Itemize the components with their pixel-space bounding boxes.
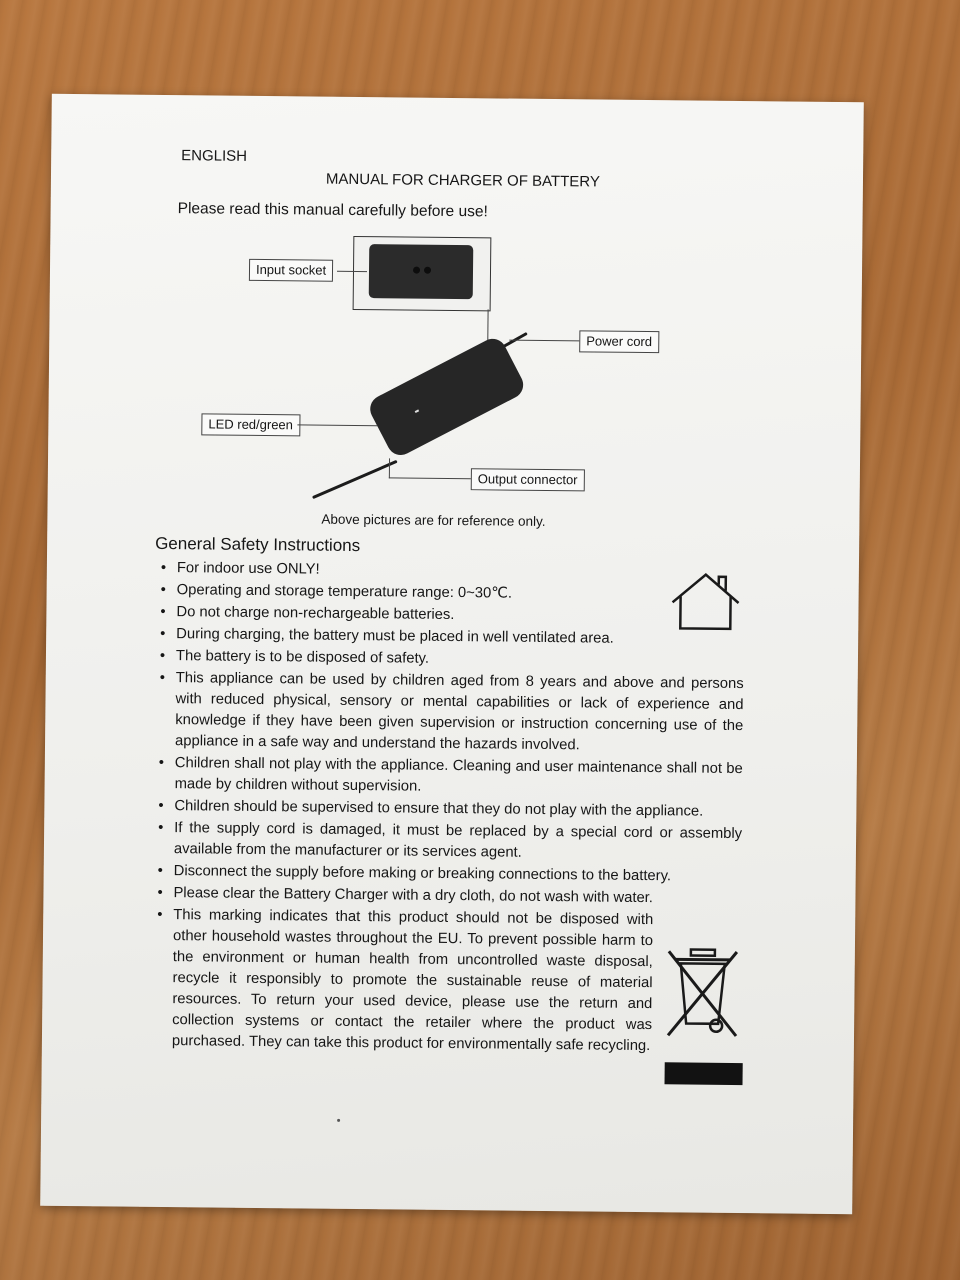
crossed-out-bin-icon: [662, 945, 743, 1042]
safety-item: • During charging, the battery must be placed in well ventilated area.: [154, 624, 744, 651]
output-connector-callout: Output connector: [471, 468, 585, 491]
power-cord-callout: Power cord: [579, 330, 659, 353]
charger-input-end: [369, 244, 474, 299]
input-socket-callout: Input socket: [249, 259, 333, 282]
safety-item: • This appliance can be used by children aged from 8 years and above and persons with reduced physical, sensory or mental capabilities or lack of experience and knowledge if they have been given supervision or instruction concerning use of the appliance in a safe way and understand the hazards involved.: [153, 668, 744, 758]
manual-page: [40, 94, 864, 1214]
weee-bar: [665, 1062, 743, 1085]
safety-item: • Please clear the Battery Charger with a dry cloth, do not wash with water.: [151, 883, 741, 910]
manual-title: MANUAL FOR CHARGER OF BATTERY: [325, 170, 600, 191]
charger-figure: [208, 241, 653, 500]
safety-item: • Operating and storage temperature range: 0~30℃.: [155, 580, 745, 607]
safety-item: • Children should be supervised to ensure that they do not play with the appliance.: [152, 796, 742, 823]
safety-item: • This marking indicates that this product should not be disposed with other household wastes throughout the EU. To prevent possible harm to the environment or human health from uncontrolled waste disposal, recycle it responsibly to promote the sustainable reuse of material resources. To return your used device, please use the return and collection systems or contact the retailer where the product was purchased. They can take this product for environmentally safe recycling.: [150, 905, 654, 1057]
safety-heading: General Safety Instructions: [155, 533, 361, 556]
led-callout: LED red/green: [201, 413, 300, 436]
safety-item: • If the supply cord is damaged, it must be replaced by a special cord or assembly available from the manufacturer or its services agent.: [152, 818, 742, 866]
safety-item: • The battery is to be disposed of safety.: [154, 646, 744, 673]
safety-item: • Children shall not play with the appliance. Cleaning and user maintenance shall not be made by children without supervision.: [153, 753, 743, 801]
led-indicator: [415, 409, 419, 413]
charger-body: [365, 334, 528, 460]
figure-caption: Above pictures are for reference only.: [321, 511, 546, 529]
house-icon: [668, 570, 743, 633]
language-label: ENGLISH: [181, 147, 248, 165]
safety-item: • For indoor use ONLY!: [155, 558, 745, 585]
paper-speck: [337, 1119, 340, 1122]
safety-item: • Do not charge non-rechargeable batteries.: [154, 602, 744, 629]
read-instruction: Please read this manual carefully before use!: [177, 200, 488, 221]
safety-item: • Disconnect the supply before making or breaking connections to the battery.: [152, 861, 742, 888]
output-cable: [312, 460, 398, 499]
